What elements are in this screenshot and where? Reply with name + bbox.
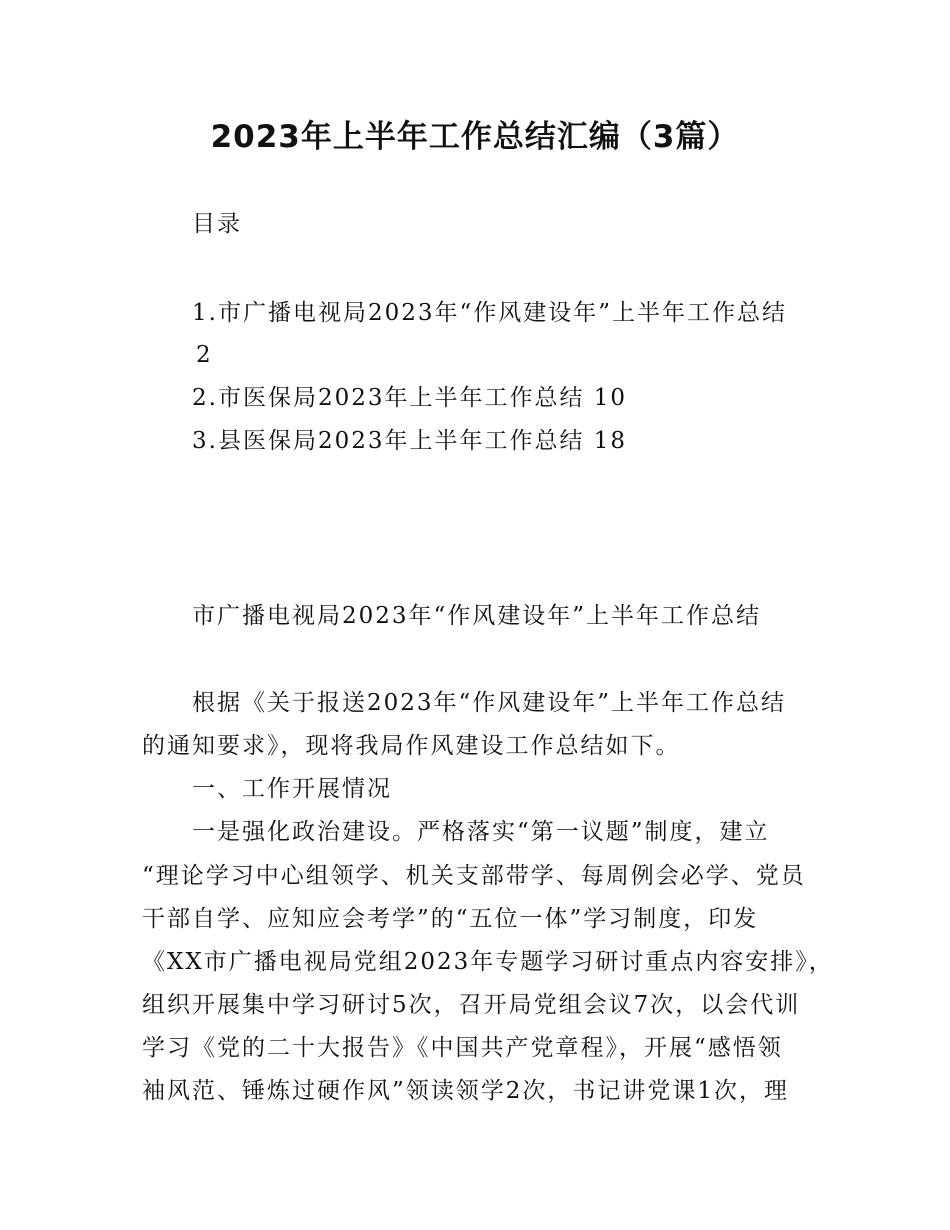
- body-line: 干部自学、应知应会考学”的“五位一体”学习制度，印发: [142, 906, 759, 932]
- body-line: “理论学习中心组领学、机关支部带学、每周例会必学、党员: [142, 863, 806, 889]
- toc-label: 目录: [192, 211, 242, 237]
- body-line: 的通知要求》，现将我局作风建设工作总结如下。: [142, 733, 681, 759]
- body-line: 根据《关于报送2023年“作风建设年”上半年工作总结: [192, 690, 787, 716]
- body-line: 《XX市广播电视局党组2023年专题学习研讨重点内容安排》，: [142, 949, 834, 975]
- toc-item-1: 1.市广播电视局2023年“作风建设年”上半年工作总结: [192, 300, 787, 326]
- toc-item-1-page: 2: [196, 342, 213, 368]
- toc-item-3: 3.县医保局2023年上半年工作总结 18: [192, 428, 628, 454]
- document-title: 2023年上半年工作总结汇编（3篇）: [210, 119, 740, 155]
- body-line: 一是强化政治建设。严格落实“第一议题”制度，建立: [192, 819, 770, 845]
- subheading: 一、工作开展情况: [192, 776, 392, 802]
- body-line: 组织开展集中学习研讨5次，召开局党组会议7次，以会代训: [142, 992, 801, 1018]
- section-title: 市广播电视局2023年“作风建设年”上半年工作总结: [192, 603, 762, 629]
- toc-item-2: 2.市医保局2023年上半年工作总结 10: [192, 385, 628, 411]
- body-line: 袖风范、锤炼过硬作风”领读领学2次，书记讲党课1次，理: [142, 1078, 790, 1104]
- body-line: 学习《党的二十大报告》《中国共产党章程》，开展“感悟领: [142, 1035, 783, 1061]
